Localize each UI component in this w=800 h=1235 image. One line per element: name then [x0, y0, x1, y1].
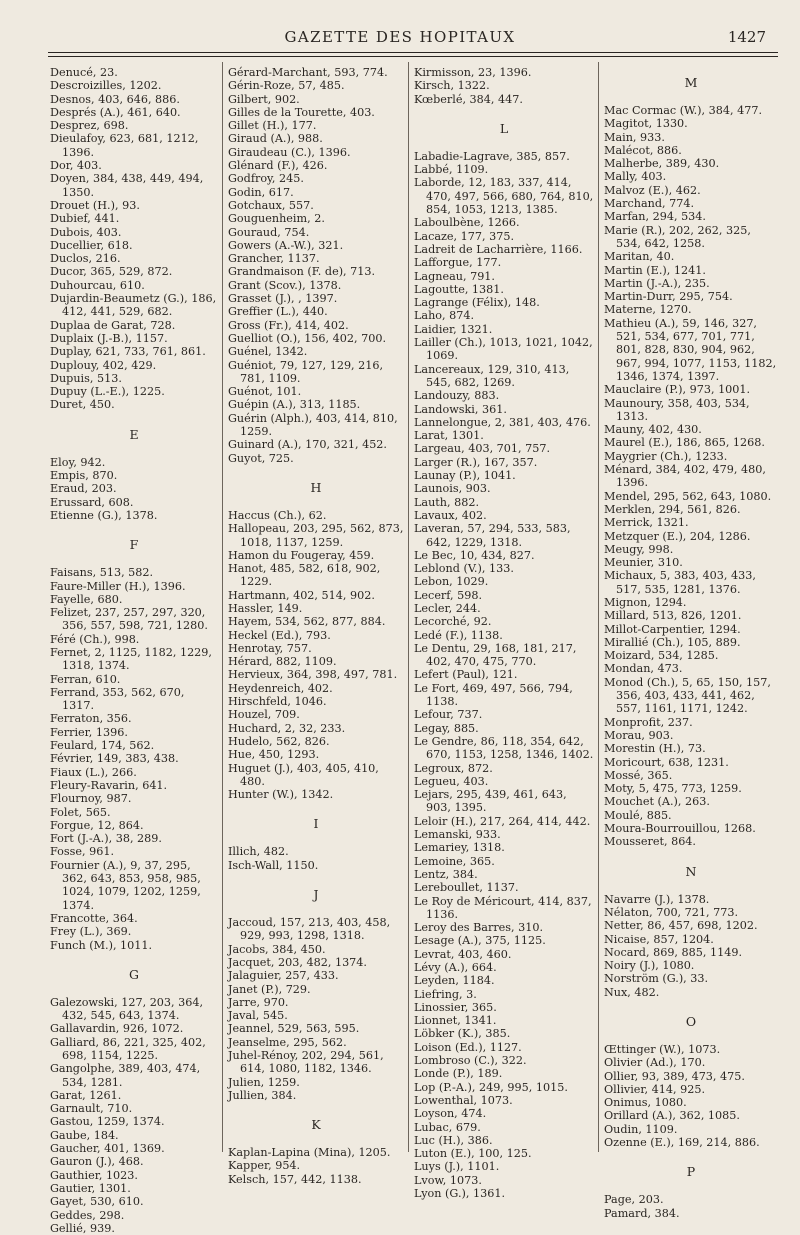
header-rule: [48, 52, 778, 53]
index-entry: Fernet, 2, 1125, 1182, 1229, 1318, 1374.: [50, 645, 212, 673]
index-entry: Juhel-Rénoy, 202, 294, 561, 614, 1080, 1182, 1346.: [228, 1049, 384, 1076]
index-entry: Lemanski, 933.: [414, 828, 501, 842]
index-entry: Hallopeau, 203, 295, 562, 873, 1018, 1137, 1259.: [228, 522, 404, 549]
index-entry: Lionnet, 1341.: [414, 1014, 497, 1028]
index-entry: Kapper, 954.: [228, 1159, 301, 1173]
index-entry: Liefring, 3.: [414, 987, 477, 1001]
index-entry: Després (A.), 461, 640.: [50, 105, 181, 119]
index-entry: Mac Cormac (W.), 384, 477.: [604, 104, 763, 117]
index-entry: Gangolphe, 389, 403, 474, 534, 1281.: [50, 1062, 201, 1089]
index-entry: Gérard-Marchant, 593, 774.: [228, 66, 388, 79]
column-divider: [598, 62, 599, 1152]
index-entry: Fournier (A.), 9, 37, 295, 362, 643, 853, 958, 985, 1024, 1079, 1202, 1259, 1374.: [50, 858, 201, 912]
index-entry: Hue, 450, 1293.: [228, 748, 320, 762]
index-entry: Moty, 5, 475, 773, 1259.: [604, 782, 742, 796]
index-entry: Lemoine, 365.: [414, 854, 495, 868]
section-letter: F: [129, 537, 139, 553]
index-entry: Ferran, 610.: [50, 672, 121, 686]
index-entry: Oudin, 1109.: [604, 1122, 678, 1136]
index-entry: Ducellier, 618.: [50, 238, 133, 252]
index-entry: Dor, 403.: [50, 159, 102, 173]
index-entry: Le Gendre, 86, 118, 354, 642, 670, 1153, 1258, 1346, 1402.: [414, 734, 594, 762]
index-entry: Forgue, 12, 864.: [50, 818, 144, 832]
index-entry: Malherbe, 389, 430.: [604, 157, 720, 171]
index-entry: Larger (R.), 167, 357.: [414, 455, 538, 469]
index-entry: Lévy (A.), 664.: [414, 961, 497, 974]
index-entry: Février, 149, 383, 438.: [50, 752, 179, 766]
index-entry: Le Bec, 10, 434, 827.: [414, 548, 535, 562]
index-entry: Luton (E.), 100, 125.: [414, 1147, 532, 1161]
index-entry: Hanot, 485, 582, 618, 902, 1229.: [228, 562, 381, 589]
index-entry: Le Fort, 469, 497, 566, 794, 1138.: [414, 681, 573, 709]
index-entry: Garat, 1261.: [50, 1088, 122, 1102]
index-entry: Mauny, 402, 430.: [604, 423, 702, 437]
index-entry: Lannelongue, 2, 381, 403, 476.: [414, 415, 591, 429]
index-entry: Godin, 617.: [228, 185, 294, 199]
index-entry: Isch-Wall, 1150.: [228, 858, 319, 872]
index-entry: Martin-Durr, 295, 754.: [604, 290, 733, 304]
index-entry: Linossier, 365.: [414, 1000, 497, 1014]
index-entry: Netter, 86, 457, 698, 1202.: [604, 919, 758, 933]
index-entry: Leloir (H.), 217, 264, 414, 442.: [414, 814, 591, 828]
index-entry: Jullien, 384.: [228, 1088, 297, 1102]
index-entry: Lemariey, 1318.: [414, 841, 505, 855]
index-entry: Londe (P.), 189.: [414, 1067, 503, 1081]
index-entry: Ferrier, 1396.: [50, 725, 128, 739]
index-entry: Grandmaison (F. de), 713.: [228, 265, 376, 279]
index-entry: Mossé, 365.: [604, 768, 673, 782]
index-entry: Martin (J.-A.), 235.: [604, 276, 710, 290]
index-entry: Ladreit de Lacharrière, 1166.: [414, 242, 583, 256]
index-entry: Lagneau, 791.: [414, 269, 495, 283]
index-entry: Laborde, 12, 183, 337, 414, 470, 497, 566, 680, 764, 810, 854, 1053, 1213, 1385.: [414, 176, 594, 217]
index-entry: Godfroy, 245.: [228, 172, 304, 186]
index-entry: Fort (J.-A.), 38, 289.: [50, 832, 162, 846]
index-entry: Navarre (J.), 1378.: [604, 892, 710, 906]
index-entry: Luc (H.), 386.: [414, 1133, 493, 1147]
section-letter: E: [129, 426, 139, 442]
index-entry: Lefour, 737.: [414, 708, 483, 722]
index-entry: Monod (Ch.), 5, 65, 150, 157, 356, 403, 433, 441, 462, 557, 1161, 1171, 1242.: [604, 675, 771, 716]
index-entry: Marchand, 774.: [604, 197, 695, 211]
index-entry: Hirschfeld, 1046.: [228, 695, 327, 709]
index-entry: Nicaise, 857, 1204.: [604, 932, 714, 946]
page-header: [0, 26, 800, 50]
index-entry: Jaccoud, 157, 213, 403, 458, 929, 993, 1298, 1318.: [228, 916, 391, 943]
index-entry: Ménard, 384, 402, 479, 480, 1396.: [604, 463, 766, 490]
index-entry: Lecorché, 92.: [414, 615, 492, 629]
index-entry: Etienne (G.), 1378.: [50, 508, 158, 522]
index-entry: Laboulbène, 1266.: [414, 216, 520, 230]
index-entry: Magitot, 1330.: [604, 117, 688, 131]
index-entry: Lereboullet, 1137.: [414, 881, 519, 895]
index-entry: Orillard (A.), 362, 1085.: [604, 1109, 740, 1123]
index-entry: Labadie-Lagrave, 385, 857.: [414, 149, 570, 163]
index-entry: Ollivier, 414, 925.: [604, 1082, 706, 1096]
page-number: 1427: [727, 28, 766, 46]
index-entry: Largeau, 403, 701, 757.: [414, 442, 551, 456]
index-entry: Pamard, 384.: [604, 1206, 680, 1220]
index-entry: Eloy, 942.: [50, 455, 106, 469]
index-entry: Gouguenheim, 2.: [228, 212, 325, 226]
index-entry: Francotte, 364.: [50, 911, 138, 925]
index-entry: Page, 203.: [604, 1193, 664, 1207]
index-entry: Loyson, 474.: [414, 1107, 487, 1121]
index-entry: Laveran, 57, 294, 533, 583, 642, 1229, 1318.: [414, 522, 571, 549]
index-entry: Dieulafoy, 623, 681, 1212, 1396.: [50, 132, 199, 159]
index-entry: Maritan, 40.: [604, 250, 675, 264]
index-entry: Greffier (L.), 440.: [228, 305, 328, 319]
index-entry: Lagrange (Félix), 148.: [414, 296, 540, 310]
index-entry: Kelsch, 157, 442, 1138.: [228, 1172, 362, 1186]
index-entry: Lowenthal, 1073.: [414, 1093, 513, 1107]
index-entry: Gallavardin, 926, 1072.: [50, 1022, 184, 1036]
index-entry: Janet (P.), 729.: [228, 982, 311, 996]
column-divider: [222, 62, 223, 1152]
index-entry: Norström (G.), 33.: [604, 972, 709, 986]
index-entry: Flournoy, 987.: [50, 792, 132, 806]
index-entry: Le Roy de Méricourt, 414, 837, 1136.: [414, 894, 592, 921]
index-entry: Lombroso (C.), 322.: [414, 1054, 527, 1068]
index-entry: Gérin-Roze, 57, 485.: [228, 79, 345, 93]
index-entry: Duplay, 621, 733, 761, 861.: [50, 345, 206, 359]
index-entry: Doyen, 384, 438, 449, 494, 1350.: [50, 172, 204, 199]
index-entry: Giraudeau (C.), 1396.: [228, 145, 351, 159]
index-entry: Leyden, 1184.: [414, 974, 495, 988]
index-entry: Kaplan-Lapina (Mina), 1205.: [228, 1146, 391, 1160]
index-entry: Morestin (H.), 73.: [604, 742, 706, 756]
index-entry: Jarre, 970.: [228, 995, 289, 1009]
index-entry: Lentz, 384.: [414, 867, 478, 881]
section-letter: L: [499, 120, 509, 136]
section-letter: G: [129, 966, 139, 982]
index-entry: Garnault, 710.: [50, 1102, 133, 1116]
index-entry: Illich, 482.: [228, 845, 289, 859]
index-entry: Main, 933.: [604, 130, 665, 144]
index-entry: Fiaux (L.), 266.: [50, 765, 137, 779]
index-entry: Lagoutte, 1381.: [414, 282, 504, 296]
index-entry: Noiry (J.), 1080.: [604, 959, 695, 973]
index-entry: Monprofit, 237.: [604, 715, 693, 729]
index-entry: Lesage (A.), 375, 1125.: [414, 934, 546, 948]
index-entry: Malvoz (E.), 462.: [604, 183, 701, 197]
index-entry: Larat, 1301.: [414, 429, 484, 443]
index-entry: Legroux, 872.: [414, 761, 493, 775]
index-entry: Gowers (A.-W.), 321.: [228, 238, 344, 252]
index-entry: Erussard, 608.: [50, 495, 134, 509]
index-entry: Galliard, 86, 221, 325, 402, 698, 1154, 1225.: [50, 1035, 206, 1062]
index-entry: Laidier, 1321.: [414, 322, 493, 336]
index-entry: Maunoury, 358, 403, 534, 1313.: [604, 396, 750, 423]
index-entry: Le Dentu, 29, 168, 181, 217, 402, 470, 475, 770.: [414, 641, 577, 669]
index-entry: Lecler, 244.: [414, 601, 481, 615]
index-entry: Onimus, 1080.: [604, 1096, 687, 1110]
index-entry: Gaucher, 401, 1369.: [50, 1142, 165, 1156]
index-entry: Empis, 870.: [50, 469, 118, 483]
index-entry: Guéniot, 79, 127, 129, 216, 781, 1109.: [228, 358, 384, 385]
index-entry: Olivier (Ad.), 170.: [604, 1056, 706, 1070]
index-entry: Moricourt, 638, 1231.: [604, 755, 729, 769]
index-entry: Ferraton, 356.: [50, 712, 132, 726]
index-entry: Lancereaux, 129, 310, 413, 545, 682, 1269.: [414, 362, 570, 389]
index-column-4: [604, 66, 778, 1220]
index-entry: Dubois, 403.: [50, 225, 122, 239]
index-entry: Gautier, 1301.: [50, 1181, 131, 1195]
index-entry: Gilbert, 902.: [228, 92, 300, 106]
index-entry: Duclos, 216.: [50, 252, 121, 266]
index-entry: Morau, 903.: [604, 728, 674, 742]
index-entry: Mathieu (A.), 59, 146, 327, 521, 534, 677, 701, 771, 801, 828, 830, 904, 962, 967, 994, 1077, 1153, 1182, 1346, 1374, 1397.: [604, 316, 777, 383]
index-entry: Loison (Ed.), 1127.: [414, 1040, 522, 1054]
index-entry: Javal, 545.: [228, 1009, 288, 1023]
index-entry: Ledé (F.), 1138.: [414, 628, 503, 642]
index-entry: Feulard, 174, 562.: [50, 739, 155, 753]
index-entry: Felizet, 237, 257, 297, 320, 356, 557, 598, 721, 1280.: [50, 606, 208, 633]
index-entry: Mouchet (A.), 263.: [604, 795, 710, 809]
index-entry: Dupuis, 513.: [50, 371, 122, 385]
index-entry: Duhourcau, 610.: [50, 278, 145, 292]
index-entry: Landowski, 361.: [414, 402, 507, 416]
index-entry: Denucé, 23.: [50, 66, 118, 79]
index-entry: Lacaze, 177, 375.: [414, 229, 515, 243]
index-entry: Mirallié (Ch.), 105, 889.: [604, 635, 741, 649]
index-entry: Meugy, 998.: [604, 542, 674, 556]
index-entry: Hudelo, 562, 826.: [228, 734, 330, 748]
index-entry: Kœberlé, 384, 447.: [414, 92, 523, 106]
index-entry: Julien, 1259.: [228, 1075, 300, 1089]
index-entry: Nocard, 869, 885, 1149.: [604, 945, 743, 959]
index-entry: Levrat, 403, 460.: [414, 947, 512, 961]
index-entry: Mendel, 295, 562, 643, 1080.: [604, 489, 772, 503]
index-entry: Moura-Bourrouillou, 1268.: [604, 822, 756, 836]
index-entry: Guénot, 101.: [228, 385, 302, 399]
index-entry: Launois, 903.: [414, 482, 491, 496]
index-entry: Hamon du Fougeray, 459.: [228, 548, 375, 562]
index-entry: Jalaguier, 257, 433.: [228, 969, 339, 983]
index-entry: Gilles de la Tourette, 403.: [228, 105, 375, 119]
index-entry: Materne, 1270.: [604, 303, 692, 317]
index-entry: Mousseret, 864.: [604, 835, 696, 849]
index-entry: Duplaix (J.-B.), 1157.: [50, 331, 168, 345]
index-entry: Moulé, 885.: [604, 808, 672, 822]
index-entry: Fosse, 961.: [50, 845, 115, 859]
index-entry: Descroizilles, 1202.: [50, 79, 162, 93]
index-entry: Huguet (J.), 403, 405, 410, 480.: [228, 761, 379, 788]
column-divider: [408, 62, 409, 1152]
index-entry: Guénel, 1342.: [228, 345, 308, 359]
index-entry: Huchard, 2, 32, 233.: [228, 721, 346, 735]
index-entry: Fleury-Ravarin, 641.: [50, 778, 168, 792]
index-entry: Merklen, 294, 561, 826.: [604, 502, 741, 516]
index-entry: Nux, 482.: [604, 985, 660, 999]
index-entry: Lejars, 295, 439, 461, 643, 903, 1395.: [414, 788, 567, 815]
index-entry: Legay, 885.: [414, 721, 479, 735]
index-entry: Hartmann, 402, 514, 902.: [228, 588, 375, 602]
index-entry: Dubief, 441.: [50, 212, 120, 226]
index-entry: Frey (L.), 369.: [50, 925, 132, 939]
index-entry: Guinard (A.), 170, 321, 452.: [228, 438, 387, 452]
index-entry: Dujardin-Beaumetz (G.), 186, 412, 441, 529, 682.: [50, 292, 217, 319]
index-entry: Jeannel, 529, 563, 595.: [228, 1022, 360, 1036]
index-entry: Luys (J.), 1101.: [414, 1160, 500, 1174]
index-entry: Laho, 874.: [414, 309, 475, 323]
index-entry: Lafforgue, 177.: [414, 256, 502, 270]
index-entry: Guelliot (O.), 156, 402, 700.: [228, 331, 387, 345]
index-entry: Lauth, 882.: [414, 495, 480, 509]
index-entry: Desprez, 698.: [50, 119, 129, 133]
index-entry: Guyot, 725.: [228, 451, 294, 465]
index-entry: Gotchaux, 557.: [228, 198, 314, 212]
index-entry: Eraud, 203.: [50, 482, 117, 496]
section-letter: H: [310, 479, 322, 495]
index-entry: Gouraud, 754.: [228, 225, 310, 239]
index-entry: Duret, 450.: [50, 398, 115, 412]
index-entry: Gillet (H.), 177.: [228, 119, 317, 133]
index-entry: Gross (Fr.), 414, 402.: [228, 318, 349, 332]
index-entry: Mauclaire (P.), 973, 1001.: [604, 383, 751, 397]
index-entry: Jacquet, 203, 482, 1374.: [228, 955, 367, 969]
index-entry: Œttinger (W.), 1073.: [604, 1043, 721, 1056]
index-entry: Heckel (Ed.), 793.: [228, 628, 331, 642]
index-entry: Gastou, 1259, 1374.: [50, 1115, 165, 1129]
index-entry: Duplouy, 402, 429.: [50, 358, 157, 372]
index-entry: Guérin (Alph.), 403, 414, 810, 1259.: [228, 411, 398, 439]
index-entry: Michaux, 5, 383, 403, 433, 517, 535, 1281, 1376.: [604, 569, 756, 596]
index-entry: Lecerf, 598.: [414, 588, 483, 602]
index-entry: Dupuy (L.-E.), 1225.: [50, 385, 165, 399]
section-letter: O: [685, 1014, 697, 1029]
index-entry: Desnos, 403, 646, 886.: [50, 92, 180, 106]
index-entry: Malécot, 886.: [604, 143, 682, 157]
index-entry: Giraud (A.), 988.: [228, 132, 323, 146]
index-entry: Folet, 565.: [50, 805, 111, 819]
index-entry: Gayet, 530, 610.: [50, 1195, 144, 1209]
index-entry: Leblond (V.), 133.: [414, 562, 514, 576]
index-entry: Lvow, 1073.: [414, 1173, 482, 1187]
index-entry: Gauthier, 1023.: [50, 1168, 138, 1182]
index-entry: Landouzy, 883.: [414, 389, 500, 403]
index-entry: Mally, 403.: [604, 170, 667, 184]
index-entry: Legueu, 403.: [414, 774, 489, 788]
index-entry: Glénard (F.), 426.: [228, 159, 328, 173]
index-entry: Meunier, 310.: [604, 556, 683, 570]
index-entry: Kirsch, 1322.: [414, 79, 490, 93]
index-entry: Duplaa de Garat, 728.: [50, 318, 176, 332]
index-entry: Féré (Ch.), 998.: [50, 632, 140, 646]
index-entry: Jacobs, 384, 450.: [228, 942, 326, 956]
section-letter: N: [685, 863, 697, 879]
section-letter: J: [313, 887, 319, 903]
index-entry: Lefert (Paul), 121.: [414, 668, 518, 682]
index-column-3: [414, 66, 594, 1201]
section-letter: K: [311, 1117, 321, 1133]
index-entry: Faisans, 513, 582.: [50, 566, 154, 580]
index-entry: Löbker (K.), 385.: [414, 1027, 511, 1041]
index-entry: Drouet (H.), 93.: [50, 198, 140, 212]
index-entry: Fayelle, 680.: [50, 592, 123, 606]
index-entry: Geddes, 298.: [50, 1208, 125, 1222]
index-entry: Haccus (Ch.), 62.: [228, 508, 327, 522]
section-letter: I: [313, 816, 319, 832]
index-entry: Millot-Carpentier, 1294.: [604, 622, 741, 636]
index-entry: Lop (P.-A.), 249, 995, 1015.: [414, 1080, 568, 1094]
index-column-2: [228, 66, 404, 1186]
index-entry: Gauron (J.), 468.: [50, 1155, 144, 1169]
index-entry: Labbé, 1109.: [414, 163, 489, 177]
index-entry: Grasset (J.), , 1397.: [228, 292, 338, 306]
running-title: GAZETTE DES HOPITAUX: [284, 28, 516, 46]
index-entry: Millard, 513, 826, 1201.: [604, 609, 742, 623]
index-entry: Ollier, 93, 389, 473, 475.: [604, 1069, 745, 1083]
index-entry: Mignon, 1294.: [604, 595, 687, 609]
index-entry: Ferrand, 353, 562, 670, 1317.: [50, 685, 185, 713]
index-entry: Launay (P.), 1041.: [414, 469, 516, 483]
index-entry: Lyon (G.), 1361.: [414, 1187, 506, 1201]
index-entry: Lavaux, 402.: [414, 508, 487, 522]
index-entry: Gellié, 939.: [50, 1221, 115, 1235]
index-entry: Merrick, 1321.: [604, 516, 689, 530]
section-letter: M: [684, 75, 698, 90]
index-entry: Maygrier (Ch.), 1233.: [604, 449, 728, 463]
index-entry: Hassler, 149.: [228, 601, 303, 615]
index-entry: Gaube, 184.: [50, 1128, 119, 1142]
index-entry: Grant (Scov.), 1378.: [228, 278, 342, 292]
index-entry: Houzel, 709.: [228, 708, 300, 722]
index-entry: Leroy des Barres, 310.: [414, 921, 544, 935]
index-entry: Lebon, 1029.: [414, 575, 489, 589]
index-entry: Ozenne (E.), 169, 214, 886.: [604, 1136, 760, 1150]
index-entry: Marfan, 294, 534.: [604, 210, 706, 224]
index-entry: Kirmisson, 23, 1396.: [414, 66, 532, 79]
index-entry: Lubac, 679.: [414, 1120, 481, 1134]
index-entry: Metzquer (E.), 204, 1286.: [604, 529, 751, 543]
index-entry: Marie (R.), 202, 262, 325, 534, 642, 1258.: [604, 223, 751, 250]
index-entry: Lailler (Ch.), 1013, 1021, 1042, 1069.: [414, 336, 593, 363]
index-entry: Moizard, 534, 1285.: [604, 649, 719, 663]
index-entry: Grancher, 1137.: [228, 252, 320, 266]
index-entry: Henrotay, 757.: [228, 641, 312, 655]
index-entry: Hervieux, 364, 398, 497, 781.: [228, 668, 398, 682]
index-entry: Guépin (A.), 313, 1185.: [228, 398, 361, 412]
header-rule-thin: [48, 56, 778, 57]
index-entry: Faure-Miller (H.), 1396.: [50, 579, 186, 593]
index-entry: Hayem, 534, 562, 877, 884.: [228, 615, 386, 629]
index-entry: Martin (E.), 1241.: [604, 263, 706, 277]
index-entry: Nélaton, 700, 721, 773.: [604, 905, 739, 919]
index-entry: Hérard, 882, 1109.: [228, 655, 337, 669]
index-entry: Funch (M.), 1011.: [50, 938, 153, 952]
index-entry: Maurel (E.), 186, 865, 1268.: [604, 436, 765, 450]
section-letter: P: [686, 1164, 696, 1180]
index-entry: Mondan, 473.: [604, 662, 683, 676]
index-entry: Hunter (W.), 1342.: [228, 788, 334, 802]
index-entry: Heydenreich, 402.: [228, 681, 333, 695]
index-entry: Jeanselme, 295, 562.: [228, 1035, 347, 1049]
index-column-1: [50, 66, 218, 1235]
index-entry: Galezowski, 127, 203, 364, 432, 545, 643, 1374.: [50, 995, 204, 1023]
index-entry: Ducor, 365, 529, 872.: [50, 265, 173, 279]
